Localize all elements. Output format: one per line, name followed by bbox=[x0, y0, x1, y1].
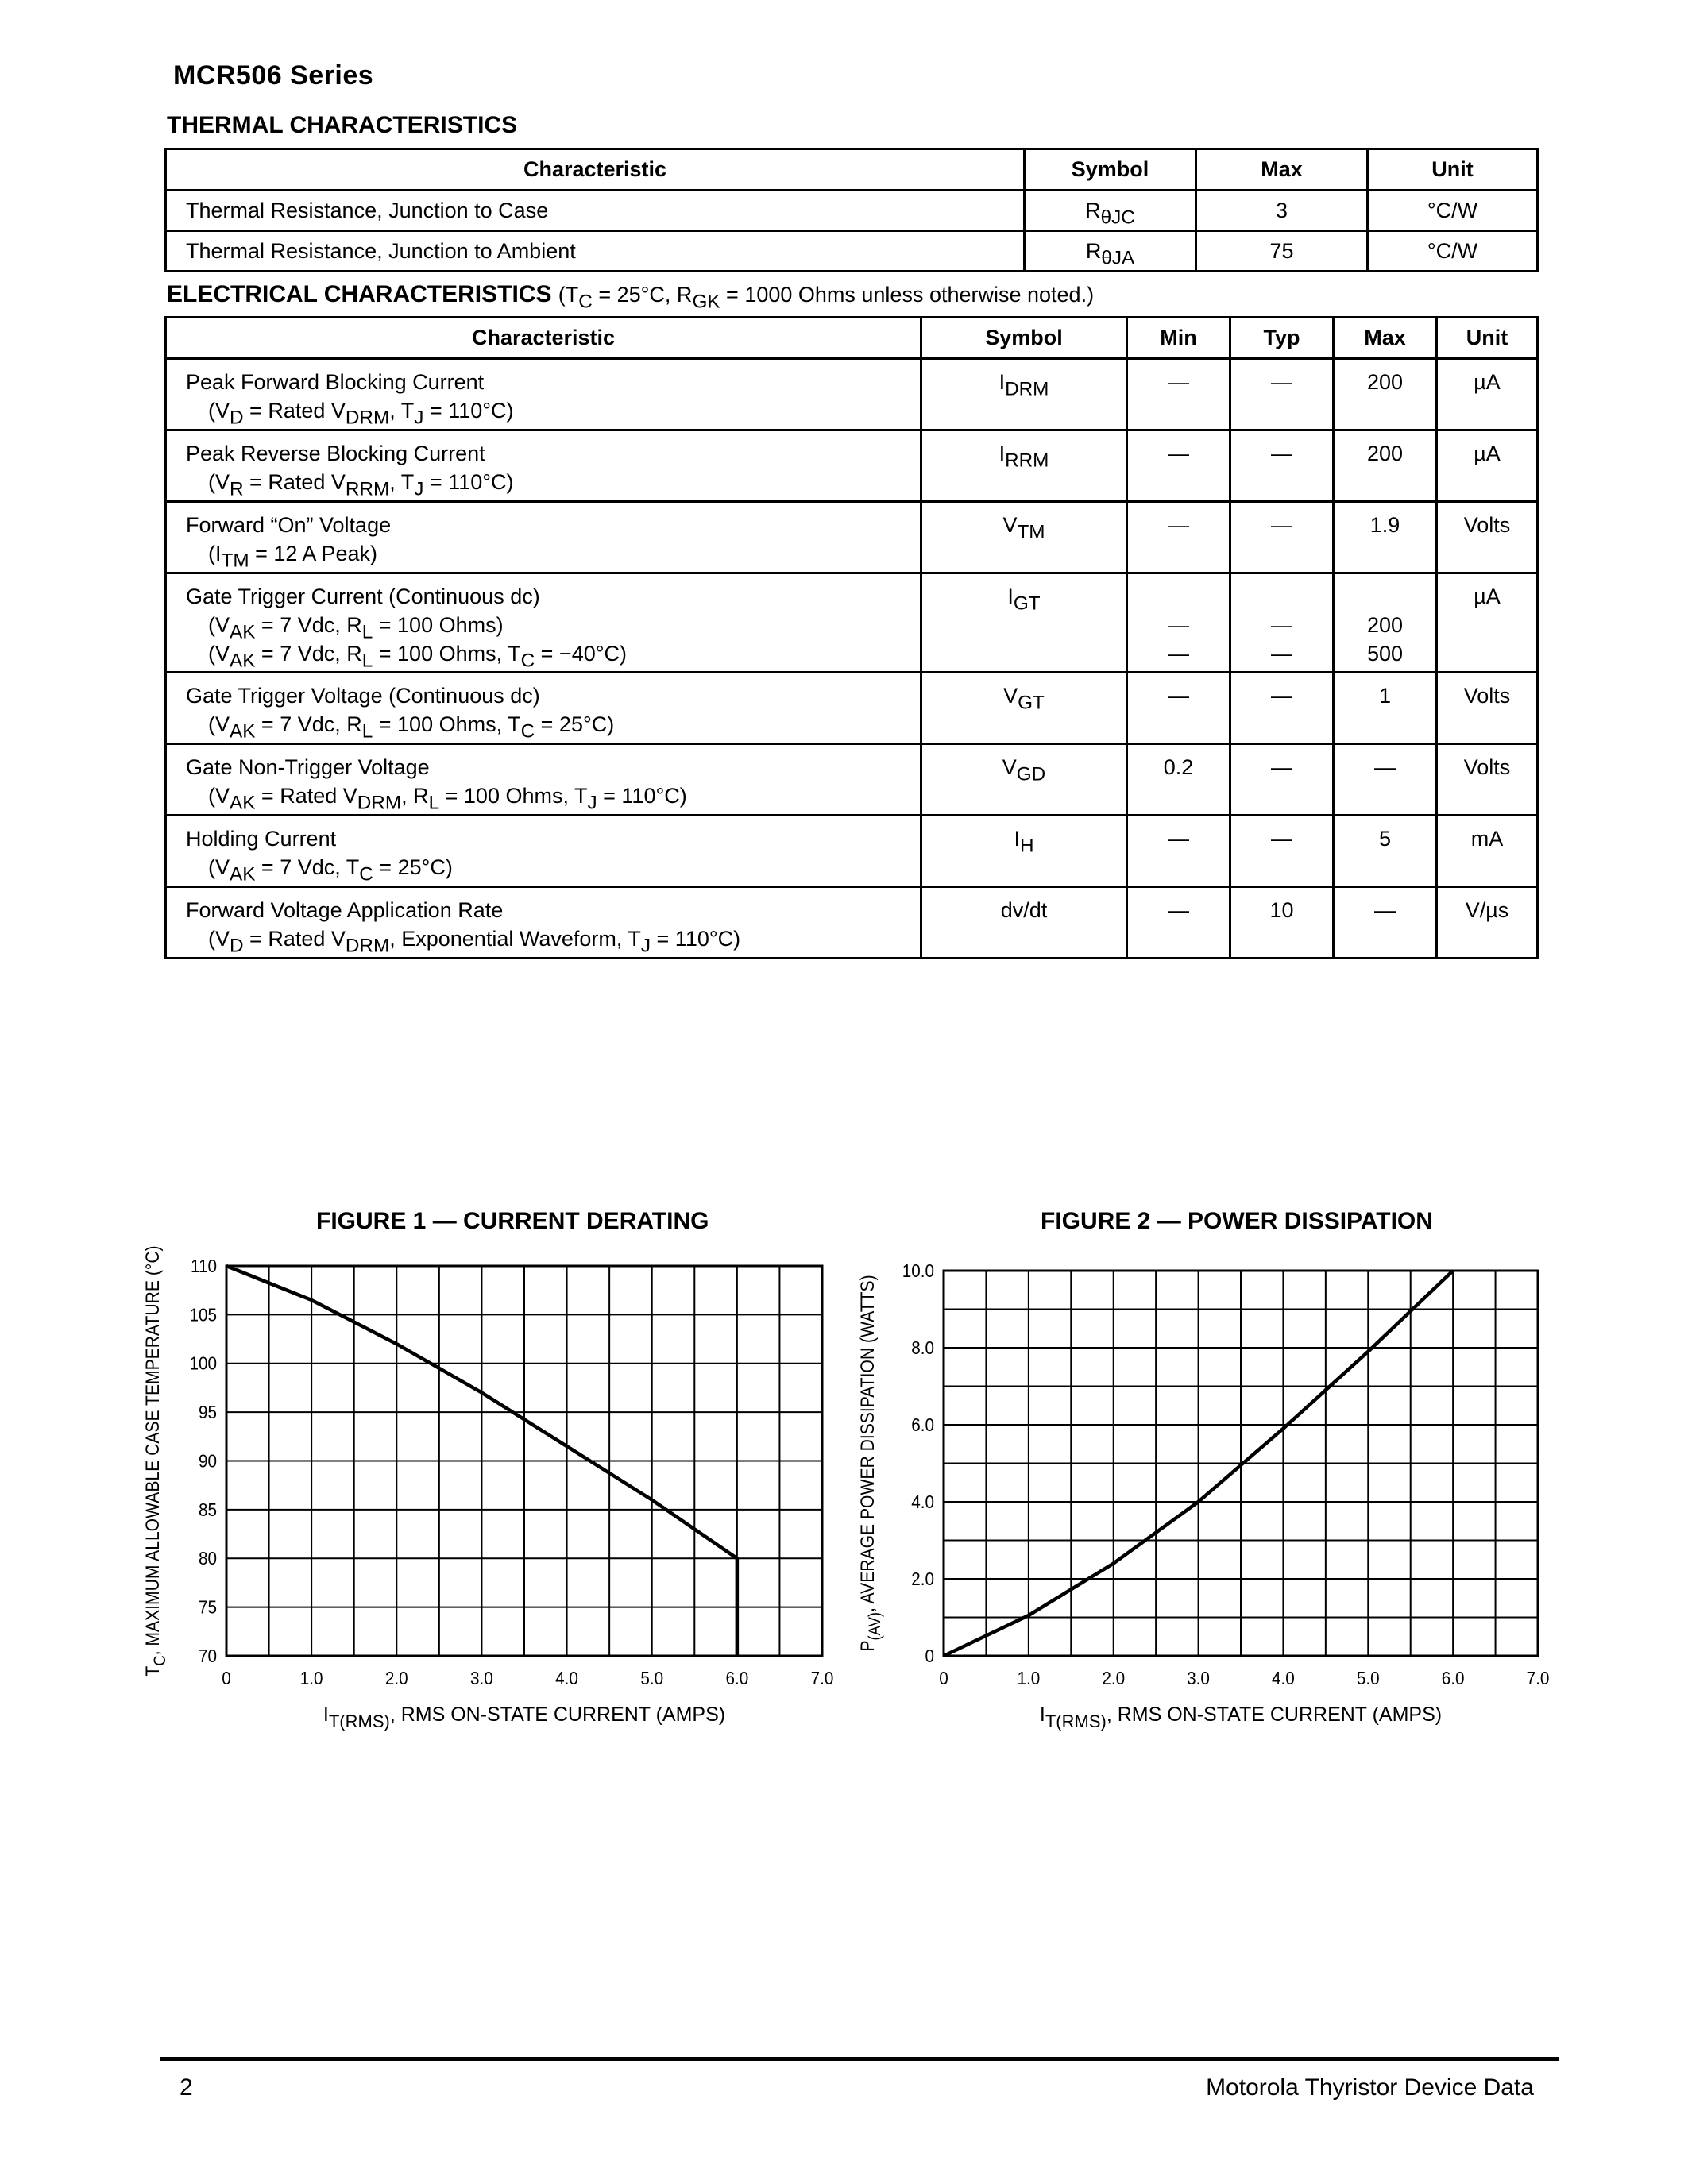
unit-cell: mA bbox=[1437, 816, 1538, 887]
electrical-header-symbol: Symbol bbox=[921, 318, 1127, 359]
thermal-header-max: Max bbox=[1196, 149, 1368, 191]
typ-cell: — bbox=[1230, 744, 1334, 816]
x-tick-label: 2.0 bbox=[384, 1667, 408, 1689]
y-tick-label: 4.0 bbox=[911, 1491, 934, 1513]
electrical-header-max: Max bbox=[1334, 318, 1437, 359]
y-axis-label-main: P bbox=[856, 1640, 879, 1652]
characteristic-cell: Peak Reverse Blocking Current ($V_R$ = Rated $V_{RRM}$, $T_J = 110^\circ C$) bbox=[166, 430, 921, 502]
min-cell: — bbox=[1127, 359, 1230, 430]
characteristic-cell: Forward “On” Voltage ($I_{TM} = 12$ A Peak) bbox=[166, 502, 921, 573]
x-axis-label-main: I bbox=[1039, 1704, 1045, 1726]
unit-cell: µA bbox=[1437, 430, 1538, 502]
electrical-header-characteristic: Characteristic bbox=[166, 318, 921, 359]
x-axis-label-main: I bbox=[323, 1704, 329, 1726]
min-cell: 0.2 bbox=[1127, 744, 1230, 816]
characteristic-cell: Holding Current ($V_{AK} = 7$ Vdc, $T_C = 25^\circ C$) bbox=[166, 816, 921, 887]
x-tick-label: 7.0 bbox=[810, 1667, 834, 1689]
y-tick-label: 6.0 bbox=[911, 1414, 934, 1436]
max-cell: — bbox=[1334, 744, 1437, 816]
y-tick-label: 10.0 bbox=[902, 1260, 934, 1282]
characteristic-cell: Peak Forward Blocking Current ($V_D$ = Rated $V_{DRM}$, $T_J = 110^\circ C$) bbox=[166, 359, 921, 430]
electrical-header-min: Min bbox=[1127, 318, 1230, 359]
thermal-characteristic: Thermal Resistance, Junction to Ambient bbox=[166, 231, 1025, 272]
typ-cell: — bbox=[1230, 430, 1334, 502]
x-tick-label: 1.0 bbox=[299, 1667, 323, 1689]
y-tick-label: 0 bbox=[925, 1645, 934, 1667]
x-tick-label: 6.0 bbox=[725, 1667, 749, 1689]
thermal-max: 3 bbox=[1196, 191, 1368, 231]
y-tick-label: 95 bbox=[198, 1402, 217, 1423]
table-row bbox=[166, 191, 1538, 231]
unit-cell: µA bbox=[1437, 359, 1538, 430]
thermal-header-symbol: Symbol bbox=[1025, 149, 1196, 191]
unit-cell: Volts bbox=[1437, 673, 1538, 744]
typ-cell: — bbox=[1230, 816, 1334, 887]
x-tick-label: 6.0 bbox=[1441, 1667, 1465, 1689]
x-axis-label-rest: , RMS ON-STATE CURRENT (AMPS) bbox=[1106, 1704, 1443, 1726]
unit-cell: µA bbox=[1437, 573, 1538, 673]
thermal-symbol: $R_{\theta JA}$ bbox=[1025, 231, 1196, 272]
y-axis-label-rest: , AVERAGE POWER DISSIPATION (WATTS) bbox=[856, 1275, 879, 1612]
symbol-cell: $I_H$ bbox=[921, 816, 1127, 887]
symbol-cell: $I_{GT}$ bbox=[921, 573, 1127, 673]
y-axis-label-rest: , MAXIMUM ALLOWABLE CASE TEMPERATURE (°C) bbox=[141, 1245, 164, 1656]
x-axis-label-sub: T(RMS) bbox=[1045, 1711, 1107, 1731]
table-row bbox=[166, 430, 1538, 502]
min-cell: — bbox=[1127, 816, 1230, 887]
electrical-conditions: ($T_C = 25^\circ C$, $R_{GK} = 1000$ Ohms unless otherwise noted.) bbox=[558, 283, 1095, 313]
y-tick-label: 100 bbox=[189, 1352, 217, 1375]
thermal-header-characteristic: Characteristic bbox=[166, 149, 1025, 191]
min-cell: — bbox=[1127, 502, 1230, 573]
thermal-title: THERMAL CHARACTERISTICS bbox=[167, 112, 518, 138]
table-row bbox=[166, 887, 1538, 959]
thermal-max: 75 bbox=[1196, 231, 1368, 272]
figure2-title: FIGURE 2 — POWER DISSIPATION bbox=[1041, 1208, 1433, 1234]
thermal-unit: °C/W bbox=[1368, 231, 1538, 272]
electrical-title: ELECTRICAL CHARACTERISTICS bbox=[167, 281, 552, 307]
x-tick-label: 3.0 bbox=[1187, 1667, 1210, 1689]
symbol-cell: $I_{DRM}$ bbox=[921, 359, 1127, 430]
x-axis-label bbox=[323, 1704, 725, 1731]
table-row bbox=[166, 673, 1538, 744]
y-axis-label-main: T bbox=[141, 1665, 164, 1677]
electrical-title-line bbox=[167, 281, 1095, 313]
x-tick-label: 3.0 bbox=[470, 1667, 493, 1689]
y-tick-label: 2.0 bbox=[911, 1568, 934, 1590]
thermal-characteristic: Thermal Resistance, Junction to Case bbox=[166, 191, 1025, 231]
typ-cell: — — bbox=[1230, 573, 1334, 673]
footer-source: Motorola Thyristor Device Data bbox=[1206, 2074, 1534, 2101]
x-tick-label: 2.0 bbox=[1102, 1667, 1126, 1689]
x-axis-label bbox=[1040, 1704, 1442, 1731]
figure1-chart bbox=[127, 1191, 842, 1731]
y-tick-label: 110 bbox=[191, 1255, 217, 1277]
y-tick-label: 8.0 bbox=[911, 1337, 934, 1359]
thermal-table bbox=[164, 148, 1539, 272]
table-row bbox=[166, 359, 1538, 430]
min-cell: — bbox=[1127, 887, 1230, 959]
x-tick-label: 4.0 bbox=[1272, 1667, 1295, 1689]
figure2-chart bbox=[842, 1191, 1557, 1731]
x-tick-label: 0 bbox=[222, 1667, 231, 1689]
min-cell: — — bbox=[1127, 573, 1230, 673]
typ-cell: — bbox=[1230, 359, 1334, 430]
x-tick-label: 1.0 bbox=[1017, 1667, 1041, 1689]
typ-cell: — bbox=[1230, 673, 1334, 744]
y-axis-label-sub: (AV) bbox=[865, 1611, 885, 1641]
y-tick-label: 90 bbox=[198, 1450, 217, 1472]
y-tick-label: 105 bbox=[189, 1304, 217, 1325]
symbol-cell: $I_{RRM}$ bbox=[921, 430, 1127, 502]
min-cell: — bbox=[1127, 430, 1230, 502]
max-cell: 200 bbox=[1334, 359, 1437, 430]
electrical-table bbox=[164, 316, 1539, 959]
symbol-cell: dv/dt bbox=[921, 887, 1127, 959]
thermal-header-unit: Unit bbox=[1368, 149, 1538, 191]
table-row bbox=[166, 573, 1538, 673]
table-row bbox=[166, 816, 1538, 887]
table-row bbox=[166, 231, 1538, 272]
x-tick-label: 0 bbox=[939, 1667, 948, 1689]
symbol-cell: $V_{GD}$ bbox=[921, 744, 1127, 816]
max-cell: 200 500 bbox=[1334, 573, 1437, 673]
characteristic-cell: Forward Voltage Application Rate ($V_D$ = Rated $V_{DRM}$, Exponential Waveform, $T_J = 110^\circ C$) bbox=[166, 887, 921, 959]
typ-cell: — bbox=[1230, 502, 1334, 573]
max-cell: 1 bbox=[1334, 673, 1437, 744]
figure1-title: FIGURE 1 — CURRENT DERATING bbox=[316, 1208, 709, 1234]
y-tick-label: 70 bbox=[198, 1645, 217, 1667]
max-cell: 200 bbox=[1334, 430, 1437, 502]
series-title: MCR506 Series bbox=[173, 60, 374, 91]
x-tick-label: 5.0 bbox=[1356, 1667, 1380, 1689]
y-axis-label bbox=[857, 1275, 885, 1651]
y-tick-label: 85 bbox=[198, 1499, 217, 1521]
x-tick-label: 5.0 bbox=[640, 1667, 664, 1689]
characteristic-cell: Gate Trigger Voltage (Continuous dc) ($V_{AK} = 7$ Vdc, $R_L = 100$ Ohms, $T_C = 25^\circ C$) bbox=[166, 673, 921, 744]
y-axis-label bbox=[142, 1245, 170, 1676]
max-cell: 1.9 bbox=[1334, 502, 1437, 573]
symbol-cell: $V_{TM}$ bbox=[921, 502, 1127, 573]
unit-cell: Volts bbox=[1437, 502, 1538, 573]
characteristic-cell: Gate Non-Trigger Voltage ($V_{AK}$ = Rated $V_{DRM}$, $R_L = 100$ Ohms, $T_J = 110^\circ C$) bbox=[166, 744, 921, 816]
x-axis-label-rest: , RMS ON-STATE CURRENT (AMPS) bbox=[389, 1704, 726, 1726]
thermal-unit: °C/W bbox=[1368, 191, 1538, 231]
symbol-cell: $V_{GT}$ bbox=[921, 673, 1127, 744]
y-tick-label: 75 bbox=[198, 1596, 217, 1618]
x-tick-label: 7.0 bbox=[1526, 1667, 1550, 1689]
x-axis-label-sub: T(RMS) bbox=[328, 1711, 390, 1731]
unit-cell: Volts bbox=[1437, 744, 1538, 816]
unit-cell: V/µs bbox=[1437, 887, 1538, 959]
characteristic-cell: Gate Trigger Current (Continuous dc) ($V_{AK} = 7$ Vdc, $R_L = 100$ Ohms) ($V_{AK} = 7$ Vdc, $R_L = 100$ Ohms, $T_C = -40^\circ C$) bbox=[166, 573, 921, 673]
table-row bbox=[166, 744, 1538, 816]
electrical-header-typ: Typ bbox=[1230, 318, 1334, 359]
x-tick-label: 4.0 bbox=[555, 1667, 578, 1689]
y-axis-label-sub: C bbox=[150, 1655, 170, 1666]
max-cell: — bbox=[1334, 887, 1437, 959]
typ-cell: 10 bbox=[1230, 887, 1334, 959]
table-row bbox=[166, 502, 1538, 573]
page-number: 2 bbox=[180, 2074, 193, 2101]
electrical-header-unit: Unit bbox=[1437, 318, 1538, 359]
footer-rule bbox=[160, 2057, 1559, 2061]
min-cell: — bbox=[1127, 673, 1230, 744]
y-tick-label: 80 bbox=[198, 1548, 217, 1569]
max-cell: 5 bbox=[1334, 816, 1437, 887]
thermal-symbol: $R_{\theta JC}$ bbox=[1025, 191, 1196, 231]
